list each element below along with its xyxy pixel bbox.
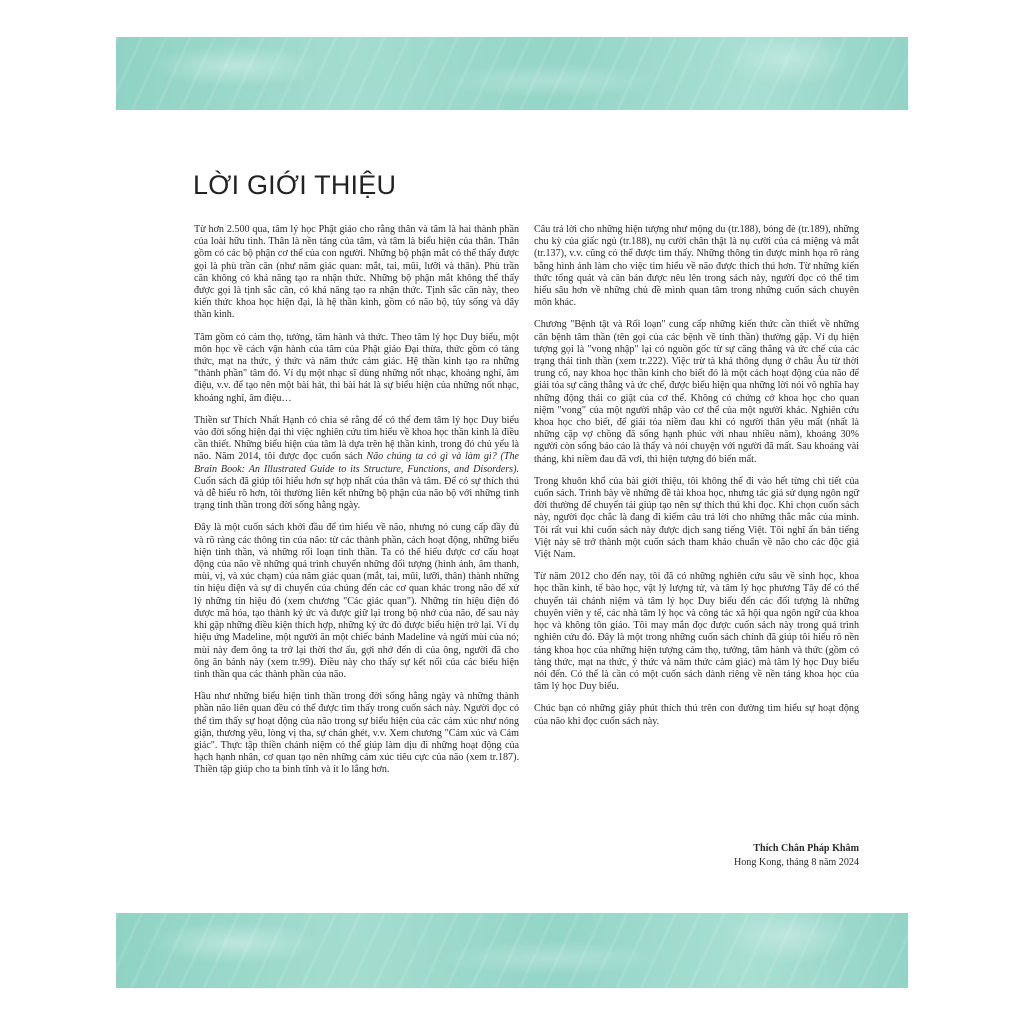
decorative-bottom-band: [116, 913, 908, 988]
paragraph: Đây là một cuốn sách khởi đầu để tìm hiểu về não, nhưng nó cung cấp đầy đủ và rõ ràng các thông tin của não: từ các thành phần, cách hoạt động, những biểu hiện tinh thần, và những rối loạn tinh thần. Ta có thể hiểu được cơ cấu hoạt động của não về những quá trình chuyển những đối tượng (hình ảnh, âm thanh, mùi, vị, và xúc chạm) của năm giác quan (mắt, tai, mũi, lưỡi, thân) thành những tín hiệu điện và sự di chuyển của chúng đến các cơ quan khác trong não để xử lý những tín hiệu đó (xem chương "Các giác quan"). Những tín hiệu điện đó được mã hóa, tạo thành ký ức và được giữ lại trong bộ nhớ của não, để sau này khi gặp những điều kiện thích hợp, những ký ức đó được biểu hiện trở lại. Ví dụ hiệu ứng Madeline, một người ăn một chiếc bánh Madeline và ngửi mùi của nó; mùi này đem ông ta trở lại thời thơ ấu, gợi nhớ đến dì của ông, người đã cho ông ăn bánh này (xem tr.99). Điều này cho thấy sự kết nối của các biểu hiện tinh thần qua các thành phần của não.: [194, 522, 519, 680]
paragraph: Từ năm 2012 cho đến nay, tôi đã có những nghiên cứu sâu về sinh học, khoa học thần kinh, tế bào học, vật lý lượng tử, và tâm lý học phương Tây để có thể chuyển tải chánh niệm và tâm lý học Duy biểu đến các đối tượng là những chuyên viên y tế, các nhà tâm lý học và công tác xã hội qua ngôn ngữ của khoa học và không tôn giáo. Tôi may mắn đọc được cuốn sách này trong quá trình nghiên cứu đó. Đây là một trong những cuốn sách chính đã giúp tôi hiểu rõ nền tảng khoa học của những hiện tượng cảm thọ, tưởng, tâm hành và thức (gồm có tàng thức, mạt na thức, ý thức và năm thức cảm giác) mà tâm lý học Duy biểu nói đến. Có thể là cần có một cuốn sách dành riêng về nền tảng khoa học của tâm lý học Duy biểu.: [534, 571, 859, 693]
paragraph-text: Cuốn sách đã giúp tôi hiểu hơn sự hợp nhất của thân và tâm. Để có sự thích thú và dễ hiểu rõ hơn, tôi thường liên kết những bộ phận của não bộ với những tình trạng tinh thần trong đời sống hằng ngày.: [194, 475, 519, 512]
page-title: LỜI GIỚI THIỆU: [193, 170, 397, 200]
paragraph: Tâm gồm có cảm thọ, tưởng, tâm hành và thức. Theo tâm lý học Duy biểu, một môn học về cách vận hành của tâm của Phật giáo Đại thừa, thức gồm có tàng thức, mạt na thức, ý thức và năm thức cảm giác. Hệ thần kinh tạo ra những "thành phần" tâm đó. Ví dụ một nhạc sĩ dùng những nốt nhạc, khoảng nghỉ, âm điệu, v.v. để tạo nên một bài hát, thì bài hát là sự biểu hiện của những nốt nhạc, khoảng nghỉ, âm điệu…: [194, 331, 519, 404]
author-name: Thích Chân Pháp Khâm: [753, 843, 859, 854]
paragraph: Chương "Bệnh tật và Rối loạn" cung cấp những kiến thức cần thiết về những căn bệnh tâm thần (tên gọi của các bệnh về tinh thần) thường gặp. Ví dụ hiện tượng gọi là "vong nhập" lại có nguồn gốc từ sự căng thẳng và ức chế của các trạng thái tinh thần (xem tr.222). Việc trừ tà khá thông dụng ở châu Âu từ thời trung cổ, nay khoa học thần kinh cho biết đó là một cách hoạt động của não để giải tỏa sự căng thẳng và ức chế, được biểu hiện qua những lời nói vô nghĩa hay những động thái co giật của cơ thể. Không có chứng cớ khoa học cho quan niệm "vong" của một người nhập vào cơ thể của một người khác. Nghiên cứu khoa học cho biết, để giải tỏa niềm đau khi có người thân yêu mất (nhất là những cặp vợ chồng đã sống hạnh phúc với nhau nhiều năm), khoảng 30% người còn sống báo cáo là thấy và nói chuyện với người đã mất. Sau khoảng vài tháng, khi niềm đau đã vơi, thì hiện tượng đó biến mất.: [534, 319, 859, 465]
place-date: Hong Kong, tháng 8 năm 2024: [733, 857, 859, 868]
right-column: [534, 224, 859, 738]
book-title-italic: Não chúng ta có gì và làm gì? (The Brain Book: An Illustrated Guide to its Structure, Functions, and Disorders).: [194, 451, 519, 475]
paragraph: Từ hơn 2.500 qua, tâm lý học Phật giáo cho rằng thân và tâm là hai thành phần của loài hữu tình. Thân là nền tảng của tâm, và tâm là biểu hiện của thân. Thân gồm có các bộ phận cơ thể của con người. Những bộ phận mắt có thể thấy được gọi là phù trần căn (như năm giác quan: mắt, tai, mũi, lưỡi và thân). Phù trần căn không có khả năng tạo ra nhận thức. Những bộ phận mắt không thể thấy được gọi là tịnh sắc căn, có khả năng tạo ra nhận thức. Tịnh sắc căn này, theo kiến thức khoa học hiện đại, là hệ thần kinh, gồm có não bộ, tủy sống và dây thần kinh.: [194, 224, 519, 321]
paragraph-text: Thiền sư Thích Nhất Hạnh có chia sẻ rằng để có thể đem tâm lý học Duy biểu vào đời sống hiện đại thì việc nghiên cứu tìm hiểu về khoa học thần kinh là điều cần thiết. Những biểu hiện của tâm là dựa trên hệ thần kinh, trong đó chủ yếu là não. Năm 2014, tôi được đọc cuốn sách: [194, 414, 519, 463]
decorative-top-band: [116, 37, 908, 110]
paragraph: Chúc bạn có những giây phút thích thú trên con đường tìm hiểu sự hoạt động của não khi đọc cuốn sách này.: [534, 703, 859, 727]
paragraph: Trong khuôn khổ của bài giới thiệu, tôi không thể đi vào hết từng chi tiết của cuốn sách. Trình bày về những đề tài khoa học, nhưng tác giả sử dụng ngôn ngữ đời thường để chuyển tải giúp tạo nên sự thích thú khi đọc. Khi chọn cuốn sách này, người đọc chắc là đang đi kiếm câu trả lời cho những thắc mắc của mình. Tôi rất vui khi cuốn sách này được dịch sang tiếng Việt. Tôi nghĩ ấn bản tiếng Việt này sẽ trở thành một cuốn sách tham khảo chuẩn về não cho các độc giả Việt Nam.: [534, 475, 859, 561]
paragraph: [194, 415, 519, 513]
left-column: [194, 224, 519, 787]
paragraph: Hầu như những biểu hiện tinh thần trong đời sống hằng ngày và những thành phần não liên quan đều có thể được tìm thấy trong cuốn sách này. Người đọc có thể tìm thấy sự hoạt động của não trong sự biểu hiện của các cảm xúc như nóng giận, thương yêu, lòng vị tha, sự chán ghét, v.v. Xem chương "Cảm xúc và Cảm giác". Thực tập thiền chánh niệm có thể giúp làm dịu đi những hoạt động của hạch hạnh nhân, cơ quan tạo nên những cảm xúc tiêu cực của não (xem tr.187). Thiền tập giúp cho ta bình tĩnh và ít lo lắng hơn.: [194, 691, 519, 776]
signature-block: [534, 842, 859, 870]
paragraph: Câu trả lời cho những hiện tượng như mộng du (tr.188), bóng đè (tr.189), những chu kỳ của giấc ngủ (tr.188), nụ cười chân thật là nụ cười của cả miệng và mắt (tr.137), v.v. cũng có thể được tìm thấy. Những thông tin được minh họa rõ ràng bằng hình ảnh làm cho việc tìm hiểu về não được thích thú hơn. Từ những kiến thức tổng quát và căn bản được nêu lên trong sách này, người đọc có thể tìm hiểu sâu hơn về những chủ đề mình quan tâm trong những cuốn sách chuyên môn khác.: [534, 224, 859, 309]
